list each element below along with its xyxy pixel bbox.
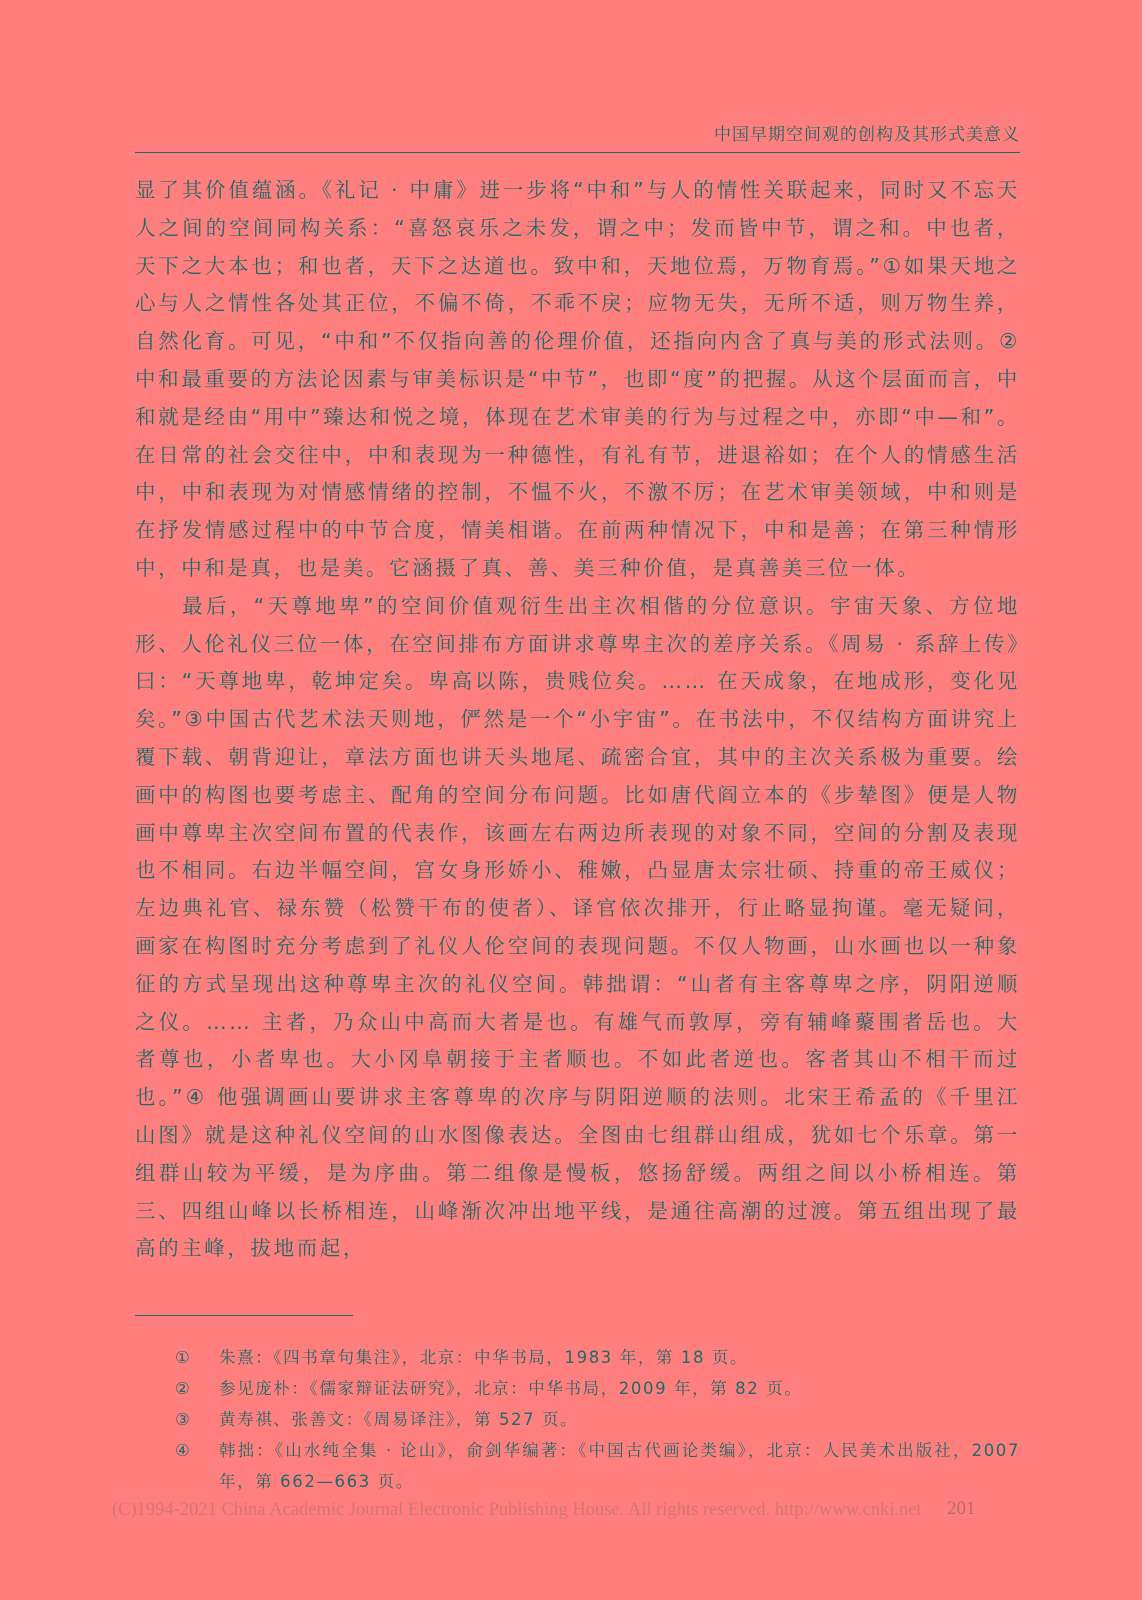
header-rule [135,152,1020,153]
footnote-mark: ① [175,1348,192,1367]
footnote-mark: ④ [175,1441,192,1460]
footnote [175,1373,1020,1404]
footnote-text: 参见庞朴：《儒家辩证法研究》，北京：中华书局，2009 年，第 82 页。 [219,1379,803,1398]
footnote-mark: ③ [175,1410,192,1429]
copyright-watermark: (C)1994-2021 China Academic Journal Electronic Publishing House. All rights reserved. http://www.cnki.net [112,1500,922,1520]
footnote-text: 朱熹：《四书章句集注》，北京：中华书局，1983 年，第 18 页。 [219,1348,749,1367]
footnote-text: 韩拙：《山水纯全集 · 论山》，俞剑华编著：《中国古代画论类编》，北京：人民美术出版社，2007 年，第 662—663 页。 [219,1441,1020,1491]
footnote [175,1342,1020,1373]
body-text [135,172,1020,1268]
footnote [175,1435,1020,1497]
running-header: 中国早期空间观的创构及其形式美意义 [714,125,1020,145]
footnote-text: 黄寿祺、张善文：《周易译注》，第 527 页。 [219,1410,579,1429]
page-number: 201 [947,1498,976,1519]
paragraph: 最后，“天尊地卑”的空间价值观衍生出主次相偕的分位意识。宇宙天象、方位地形、人伦礼仪三位一体，在空间排布方面讲求尊卑主次的差序关系。《周易 · 系辞上传》曰：“天尊地卑，乾坤定矣。卑高以陈，贵贱位矣。…… 在天成象，在地成形，变化见矣。”③中国古代艺术法天则地，俨然是一个“小宇宙”。在书法中，不仅结构方面讲究上覆下载、朝背迎让，章法方面也讲天头地尾、疏密合宜，其中的主次关系极为重要。绘画中的构图也要考虑主、配角的空间分布问题。比如唐代阎立本的《步辇图》便是人物画中尊卑主次空间布置的代表作，该画左右两边所表现的对象不同，空间的分割及表现也不相同。右边半幅空间，宫女身形娇小、稚嫩，凸显唐太宗壮硕、持重的帝王威仪；左边典礼官、禄东赞（松赞干布的使者）、译官依次排开，行止略显拘谨。毫无疑问，画家在构图时充分考虑到了礼仪人伦空间的表现问题。不仅人物画，山水画也以一种象征的方式呈现出这种尊卑主次的礼仪空间。韩拙谓：“山者有主客尊卑之序，阴阳逆顺之仪。…… 主者，乃众山中高而大者是也。有雄气而敦厚，旁有辅峰藂围者岳也。大者尊也，小者卑也。大小冈阜朝接于主者顺也。不如此者逆也。客者其山不相干而过也。”④ 他强调画山要讲求主客尊卑的次序与阴阳逆顺的法则。北宋王希孟的《千里江山图》就是这种礼仪空间的山水图像表达。全图由七组群山组成，犹如七个乐章。第一组群山较为平缓，是为序曲。第二组像是慢板，悠扬舒缓。两组之间以小桥相连。第三、四组山峰以长桥相连，山峰渐次冲出地平线，是通往高潮的过渡。第五组出现了最高的主峰，拔地而起， [135,593,1020,1261]
footnote-mark: ② [175,1379,192,1398]
footnotes [175,1342,1020,1497]
footnote [175,1404,1020,1435]
paragraph: 显了其价值蕴涵。《礼记 · 中庸》进一步将“中和”与人的情性关联起来，同时又不忘天人之间的空间同构关系：“喜怒哀乐之未发，谓之中；发而皆中节，谓之和。中也者，天下之大本也；和也者，天下之达道也。致中和，天地位焉，万物育焉。”①如果天地之心与人之情性各处其正位，不偏不倚，不乖不戾；应物无失，无所不适，则万物生养，自然化育。可见，“中和”不仅指向善的伦理价值，还指向内含了真与美的形式法则。② 中和最重要的方法论因素与审美标识是“中节”，也即“度”的把握。从这个层面而言，中和就是经由“用中”臻达和悦之境，体现在艺术审美的行为与过程之中，亦即“中—和”。在日常的社会交往中，中和表现为一种德性，有礼有节，进退裕如；在个人的情感生活中，中和表现为对情感情绪的控制，不愠不火，不激不厉；在艺术审美领域，中和则是在抒发情感过程中的中节合度，情美相谐。在前两种情况下，中和是善；在第三种情形中，中和是真，也是美。它涵摄了真、善、美三种价值，是真善美三位一体。 [135,178,1020,580]
footnote-rule [135,1315,353,1316]
